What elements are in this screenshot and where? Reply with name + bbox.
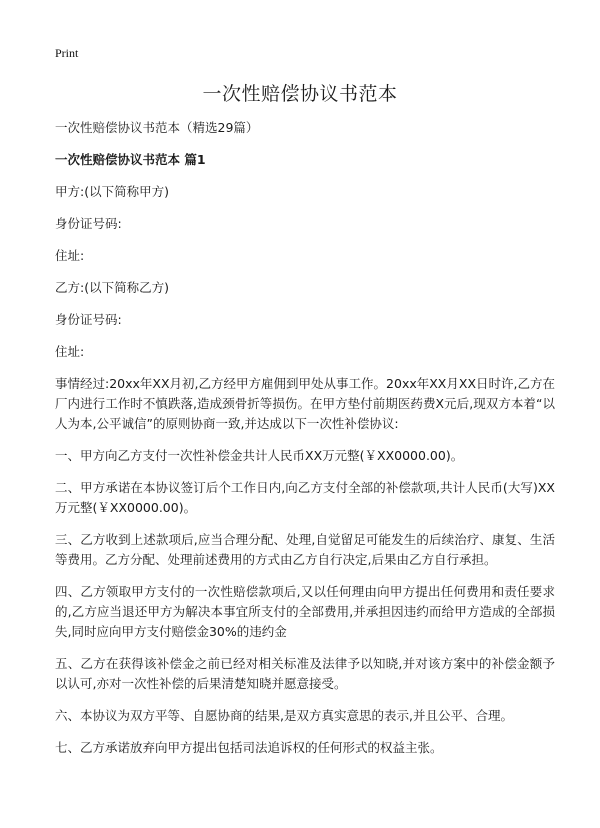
paragraph-clause-3: 三、乙方收到上述款项后,应当合理分配、处理,自觉留足可能发生的后续治疗、康复、生活等费用。乙方分配、处理前述费用的方式由乙方自行决定,后果由乙方自行承担。 [55,532,555,567]
paragraph-incident: 事情经过:20xx年XX月初,乙方经甲方雇佣到甲处从事工作。20xx年XX月XX日时许,乙方在厂内进行工作时不慎跌落,造成颈骨折等损伤。在甲方垫付前期医药费X元后,现双方本着“以人为本,公平诚信”的原则协商一致,并达成以下一次性补偿协议: [55,376,555,431]
party-a-line: 甲方:(以下简称甲方) [55,184,169,199]
paragraph-clause-5: 五、乙方在获得该补偿金之前已经对相关标准及法律予以知晓,并对该方案中的补偿金额予以认可,亦对一次性补偿的后果清楚知晓并愿意接受。 [55,656,555,691]
paragraph-clause-6: 六、本协议为双方平等、自愿协商的结果,是双方真实意思的表示,并且公平、合理。 [55,708,513,723]
party-a-id-line: 身份证号码: [55,216,122,231]
party-b-address-line: 住址: [55,344,85,359]
document-subtitle: 一次性赔偿协议书范本（精选29篇） [55,120,259,135]
document-body [55,118,555,770]
paragraph-clause-2: 二、甲方承诺在本协议签订后个工作日内,向乙方支付全部的补偿款项,共计人民币(大写)XX万元整(￥XX0000.00)。 [55,480,555,515]
paragraph-clause-7: 七、乙方承诺放弃向甲方提出包括司法追诉权的任何形式的权益主张。 [55,740,443,755]
party-b-id-line: 身份证号码: [55,312,122,327]
print-link[interactable]: Print [55,46,79,60]
party-a-address-line: 住址: [55,248,85,263]
section-heading: 一次性赔偿协议书范本 篇1 [55,152,206,167]
party-b-line: 乙方:(以下简称乙方) [55,280,169,295]
paragraph-clause-1: 一、甲方向乙方支付一次性补偿金共计人民币XX万元整(￥XX0000.00)。 [55,448,464,463]
page-title: 一次性赔偿协议书范本 [202,83,398,105]
paragraph-clause-4: 四、乙方领取甲方支付的一次性赔偿款项后,又以任何理由向甲方提出任何费用和责任要求的,乙方应当退还甲方为解决本事宜所支付的全部费用,并承担因违约而给甲方造成的全部损失,同时应向甲方支付赔偿金30%的违约金 [55,584,555,639]
